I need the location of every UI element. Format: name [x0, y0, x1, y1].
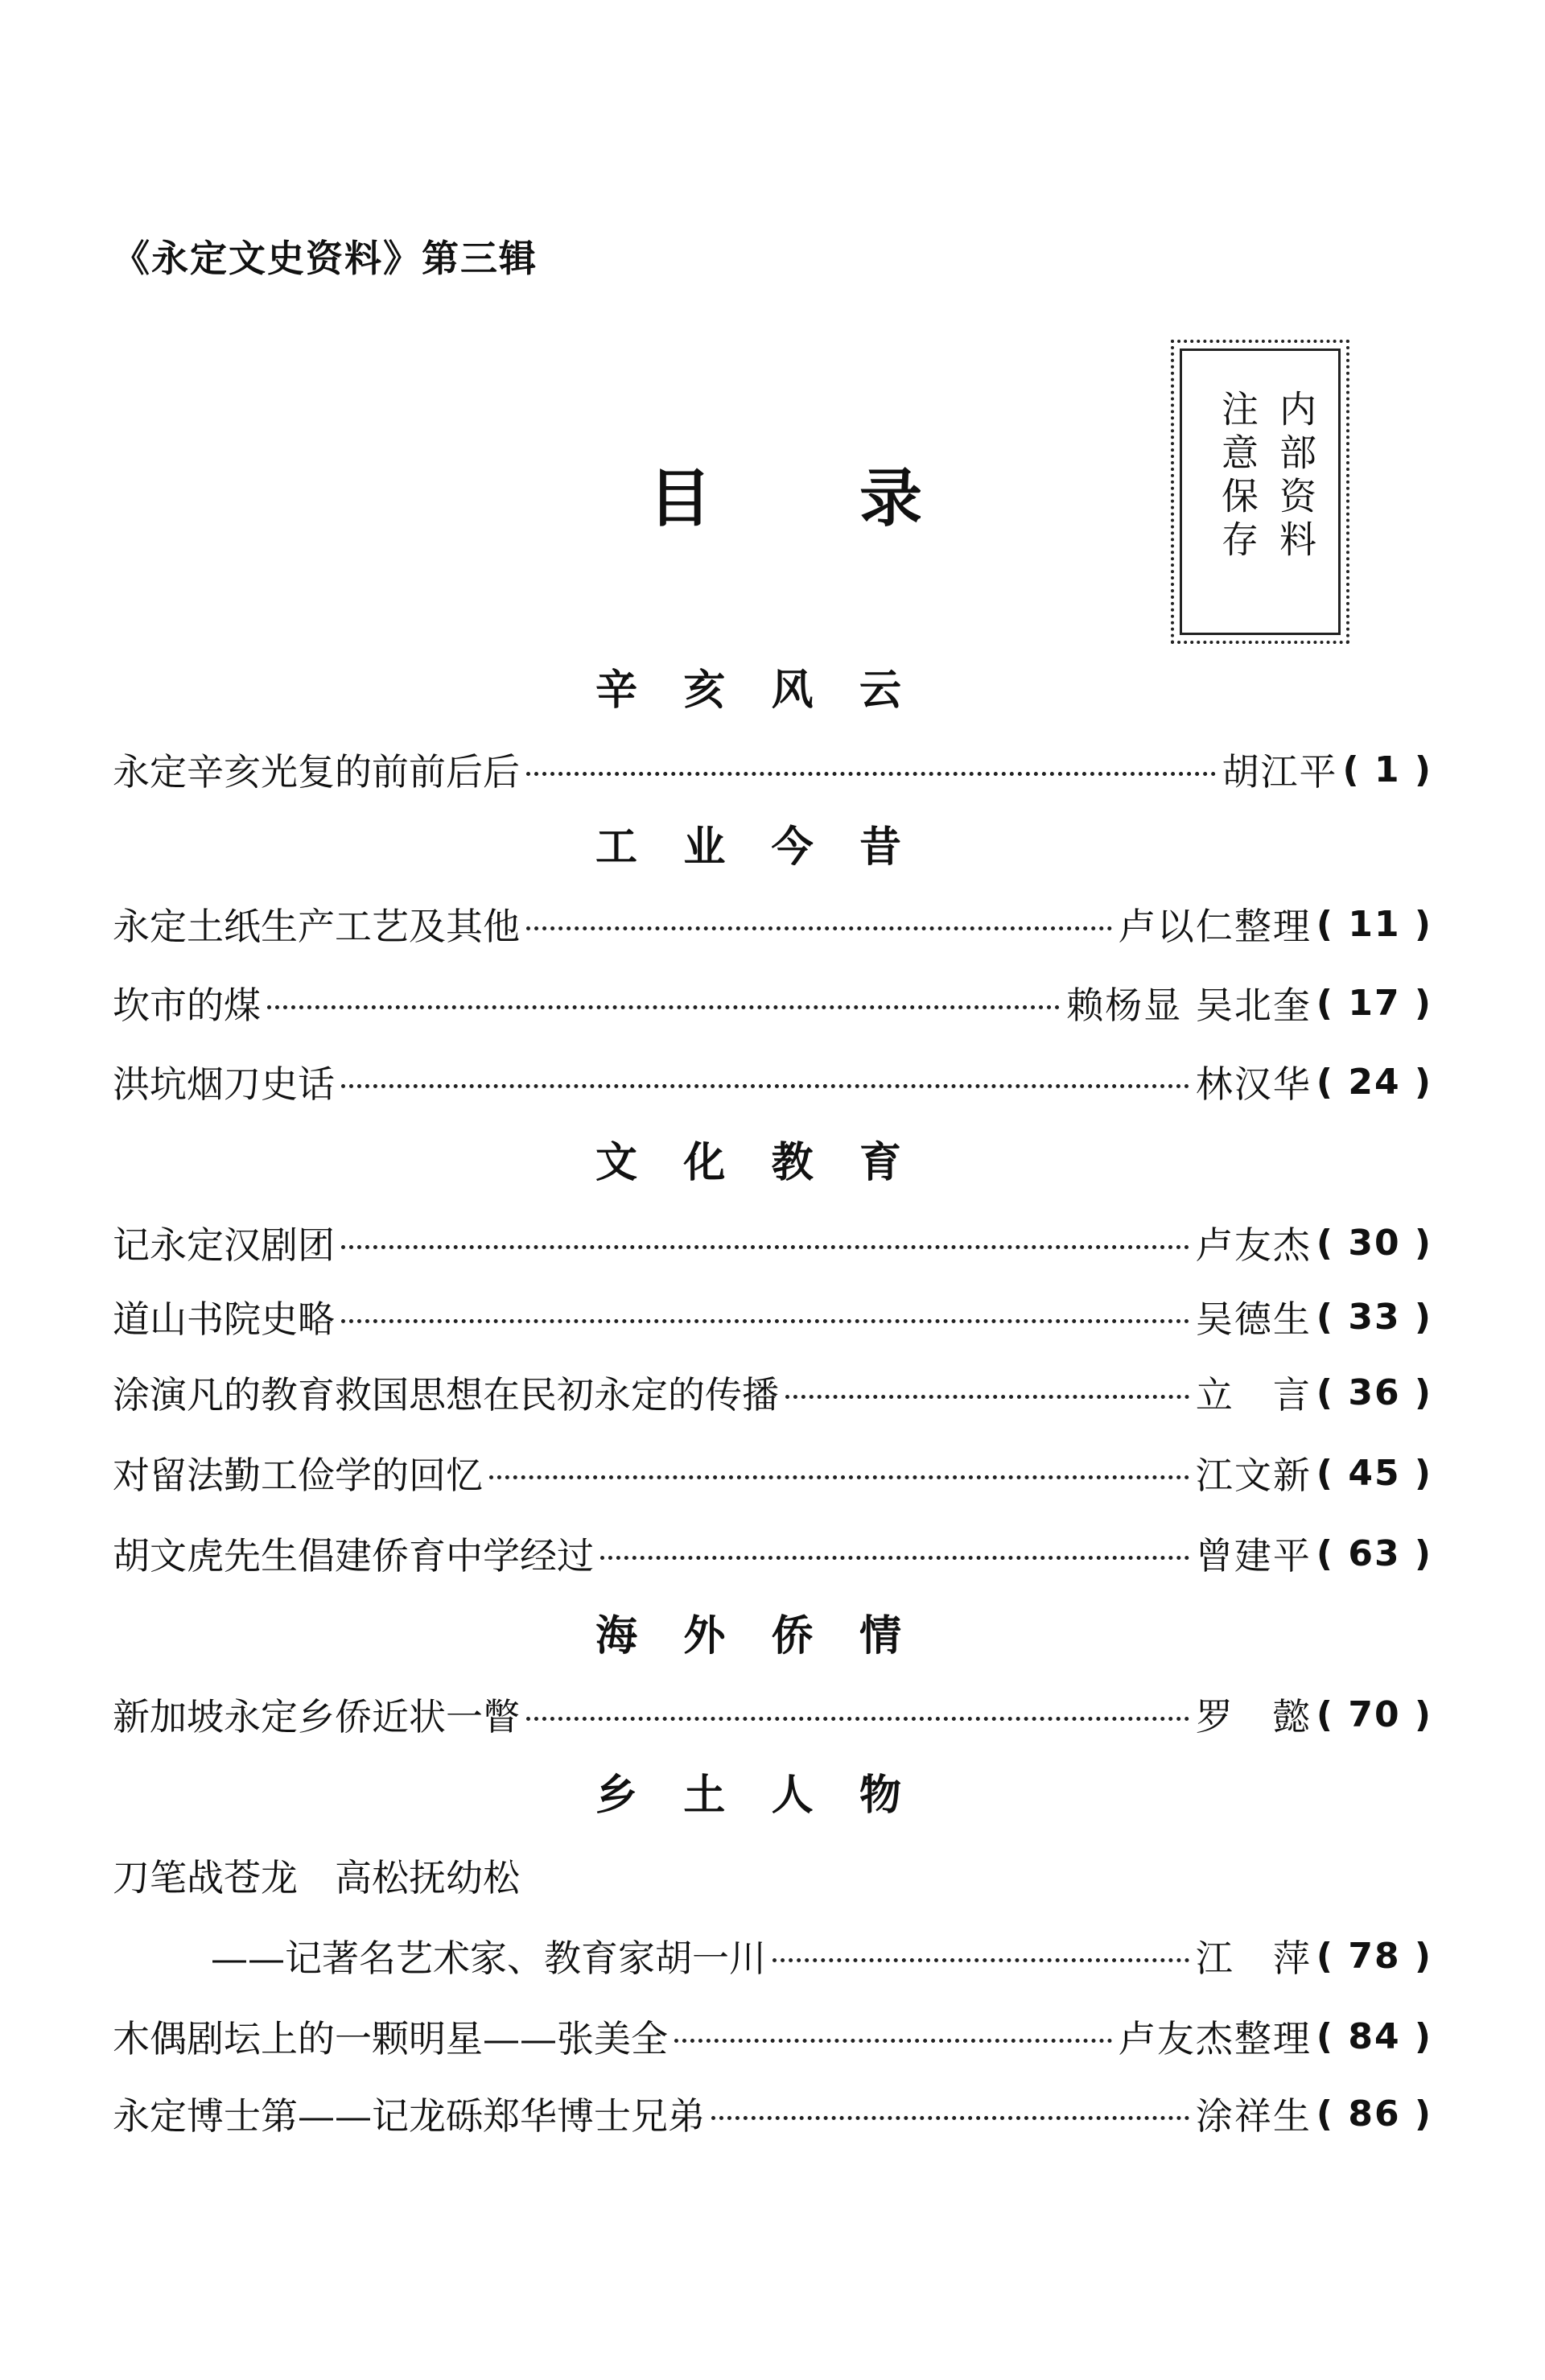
entry-page: ( 45 ) [1316, 1452, 1432, 1494]
toc-entry[interactable] [113, 1444, 1432, 1502]
entry-title: 道山书院史略 [113, 1297, 335, 1341]
dot-leader [341, 1084, 1189, 1088]
entry-title: 新加坡永定乡侨近状一瞥 [113, 1695, 520, 1739]
entry-title: 记永定汉剧团 [113, 1223, 335, 1267]
entry-author: 吴德生 [1195, 1297, 1312, 1341]
entry-title: 坎市的煤 [113, 984, 261, 1027]
entry-title: 永定土纸生产工艺及其他 [113, 905, 520, 948]
entry-title: 胡文虎先生倡建侨育中学经过 [113, 1534, 594, 1578]
toc-entry[interactable] [113, 1524, 1432, 1582]
entry-title: 刀笔战苍龙 高松抚幼松 [113, 1856, 520, 1899]
entry-title: 永定辛亥光复的前前后后 [113, 750, 520, 794]
entry-page: ( 1 ) [1342, 749, 1432, 790]
entry-page: ( 36 ) [1316, 1371, 1432, 1413]
section-heading: 乡 土 人 物 [595, 1772, 901, 1820]
entry-page: ( 70 ) [1316, 1693, 1432, 1735]
toc-entry[interactable] [113, 895, 1432, 953]
entry-author: 立 言 [1195, 1373, 1312, 1417]
entry-author: 罗 懿 [1195, 1695, 1312, 1739]
toc-entry[interactable] [113, 1685, 1432, 1743]
section-heading: 工 业 今 昔 [595, 823, 901, 872]
entry-title: 对留法勤工俭学的回忆 [113, 1454, 483, 1497]
entry-page: ( 84 ) [1316, 2015, 1432, 2057]
entry-author: 涂祥生 [1195, 2094, 1312, 2138]
entry-page: ( 30 ) [1316, 1222, 1432, 1264]
entry-author: 曾建平 [1195, 1534, 1312, 1578]
section-heading: 海 外 侨 情 [595, 1612, 901, 1660]
entry-title: 永定博士第——记龙砾郑华博士兄弟 [113, 2094, 705, 2138]
toc-entry[interactable] [113, 1053, 1432, 1111]
entry-subtitle: ——记著名艺术家、教育家胡一川 [211, 1937, 766, 1980]
toc-entry[interactable] [113, 974, 1432, 1032]
dot-leader [711, 2116, 1189, 2120]
toc-entry[interactable] [113, 2007, 1432, 2065]
entry-page: ( 17 ) [1316, 982, 1432, 1024]
stamp-text-internal: 内部资料 [1274, 390, 1317, 563]
entry-author: 赖杨显 吴北奎 [1066, 984, 1312, 1027]
entry-page: ( 33 ) [1316, 1296, 1432, 1338]
entry-author: 卢以仁整理 [1118, 905, 1312, 948]
entry-page: ( 78 ) [1316, 1935, 1432, 1977]
dot-leader [526, 772, 1216, 776]
entry-page: ( 24 ) [1316, 1061, 1432, 1103]
entry-author: 卢友杰 [1195, 1223, 1312, 1267]
entry-title: 洪坑烟刀史话 [113, 1062, 335, 1106]
page-title-char: 目 [649, 463, 712, 535]
toc-entry-title-line[interactable] [113, 1846, 520, 1904]
section-heading: 辛 亥 风 云 [595, 666, 901, 715]
section-heading: 文 化 教 育 [595, 1139, 901, 1187]
entry-author: 胡江平 [1222, 750, 1338, 794]
page-title [649, 459, 922, 539]
page-title-char: 录 [859, 463, 922, 535]
dot-leader [600, 1556, 1189, 1560]
toc-entry[interactable] [113, 1363, 1432, 1421]
dot-leader [785, 1395, 1189, 1399]
stamp-text-keep: 注意保存 [1216, 390, 1259, 563]
entry-page: ( 63 ) [1316, 1532, 1432, 1574]
toc-entry[interactable] [113, 1214, 1432, 1272]
toc-entry[interactable] [113, 1288, 1432, 1346]
internal-material-stamp [1171, 340, 1349, 644]
entry-title: 涂演凡的教育救国思想在民初永定的传播 [113, 1373, 779, 1417]
dot-leader [341, 1319, 1189, 1323]
toc-entry[interactable] [113, 2085, 1432, 2143]
dot-leader [772, 1958, 1189, 1962]
dot-leader [267, 1005, 1060, 1009]
dot-leader [341, 1245, 1189, 1249]
entry-title: 木偶剧坛上的一颗明星——张美全 [113, 2017, 668, 2060]
entry-page: ( 86 ) [1316, 2093, 1432, 2135]
toc-entry[interactable] [113, 740, 1432, 798]
entry-author: 林汉华 [1195, 1062, 1312, 1106]
entry-author: 江 萍 [1195, 1937, 1312, 1980]
dot-leader [526, 926, 1112, 930]
entry-author: 江文新 [1195, 1454, 1312, 1497]
entry-author: 卢友杰整理 [1118, 2017, 1312, 2060]
toc-entry[interactable] [211, 1927, 1432, 1985]
series-title: 《永定文史资料》第三辑 [113, 237, 538, 280]
dot-leader [489, 1475, 1189, 1479]
dot-leader [526, 1717, 1189, 1721]
dot-leader [674, 2039, 1112, 2043]
entry-page: ( 11 ) [1316, 903, 1432, 945]
